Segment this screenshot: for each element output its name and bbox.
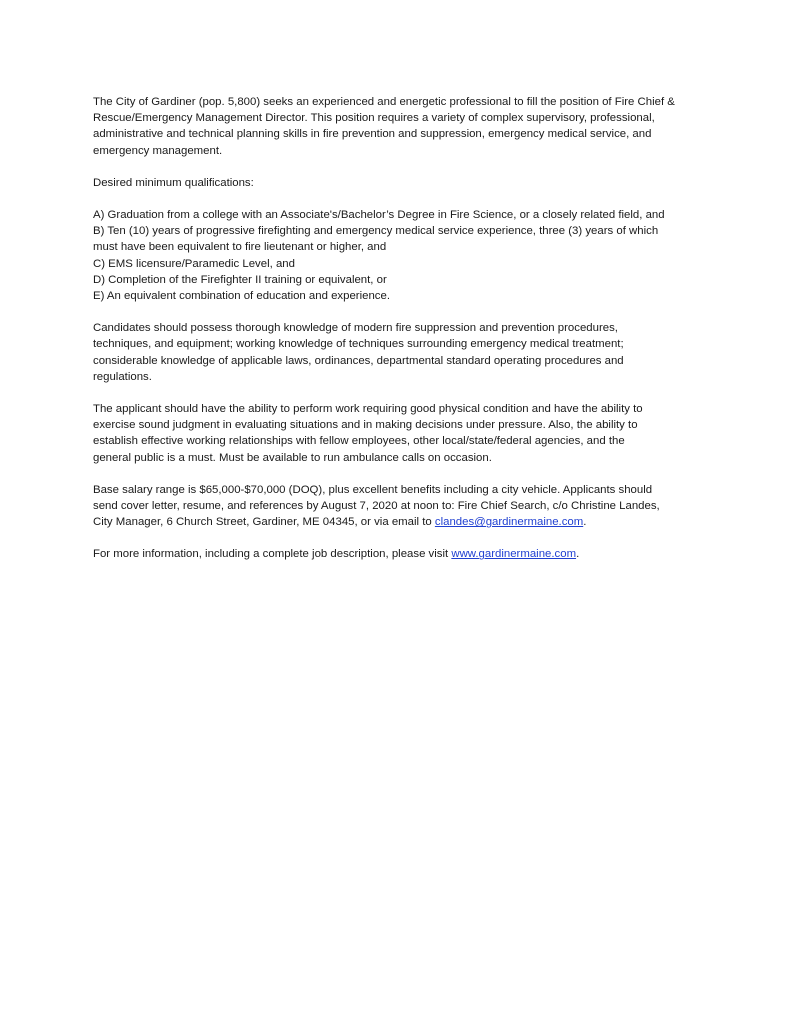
text-line: The applicant should have the ability to perform work requiring good physical condition and have the ability to	[93, 403, 643, 416]
text-fragment: City Manager, 6 Church Street, Gardiner, ME 04345, or via email to	[93, 516, 435, 529]
qualification-item: B) Ten (10) years of progressive firefighting and emergency medical service experience, three (3) years of which	[93, 225, 659, 238]
text-line: send cover letter, resume, and references by August 7, 2020 at noon to: Fire Chief Search, c/o Christine Landes,	[93, 500, 660, 513]
qualification-item: E) An equivalent combination of education and experience.	[93, 290, 390, 303]
ability-paragraph	[93, 401, 705, 466]
more-info-paragraph	[93, 546, 705, 562]
text-fragment: .	[583, 516, 587, 529]
qualification-item-continued: must have been equivalent to fire lieutenant or higher, and	[93, 241, 387, 254]
text-line	[93, 546, 705, 562]
qualification-item: C) EMS licensure/Paramedic Level, and	[93, 257, 295, 270]
text-line: Desired minimum qualifications:	[93, 176, 254, 189]
website-link[interactable]: www.gardinermaine.com	[451, 548, 577, 561]
text-line: general public is a must. Must be available to run ambulance calls on occasion.	[93, 451, 492, 464]
text-line: Candidates should possess thorough knowledge of modern fire suppression and prevention procedures,	[93, 322, 618, 335]
text-line: techniques, and equipment; working knowledge of techniques surrounding emergency medical treatment;	[93, 338, 624, 351]
text-line: Rescue/Emergency Management Director. This position requires a variety of complex supervisory, professional,	[93, 112, 655, 125]
qualification-item: A) Graduation from a college with an Associate's/Bachelor’s Degree in Fire Science, or a closely related field, and	[93, 209, 665, 222]
qualification-item: D) Completion of the Firefighter II training or equivalent, or	[93, 273, 387, 286]
text-line: considerable knowledge of applicable laws, ordinances, departmental standard operating procedures and	[93, 354, 624, 367]
knowledge-paragraph	[93, 320, 705, 385]
text-line: administrative and technical planning skills in fire prevention and suppression, emergency medical service, and	[93, 128, 652, 141]
text-line: Base salary range is $65,000-$70,000 (DOQ), plus excellent benefits including a city vehicle. Applicants should	[93, 483, 653, 496]
text-line: regulations.	[93, 370, 152, 383]
text-line	[93, 514, 705, 530]
text-line: establish effective working relationships with fellow employees, other local/state/federal agencies, and the	[93, 435, 625, 448]
salary-paragraph	[93, 482, 705, 531]
text-line: exercise sound judgment in evaluating situations and in making decisions under pressure. Also, the ability to	[93, 419, 638, 432]
text-fragment: For more information, including a complete job description, please visit	[93, 548, 452, 561]
text-line: The City of Gardiner (pop. 5,800) seeks an experienced and energetic professional to fill the position of Fire Chief &	[93, 96, 675, 108]
job-posting-document	[93, 94, 705, 579]
email-link[interactable]: clandes@gardinermaine.com	[434, 516, 584, 529]
intro-paragraph	[93, 94, 705, 159]
qualifications-list	[93, 207, 705, 304]
text-fragment: .	[576, 548, 580, 561]
text-line: emergency management.	[93, 144, 223, 157]
qualifications-heading	[93, 175, 705, 191]
